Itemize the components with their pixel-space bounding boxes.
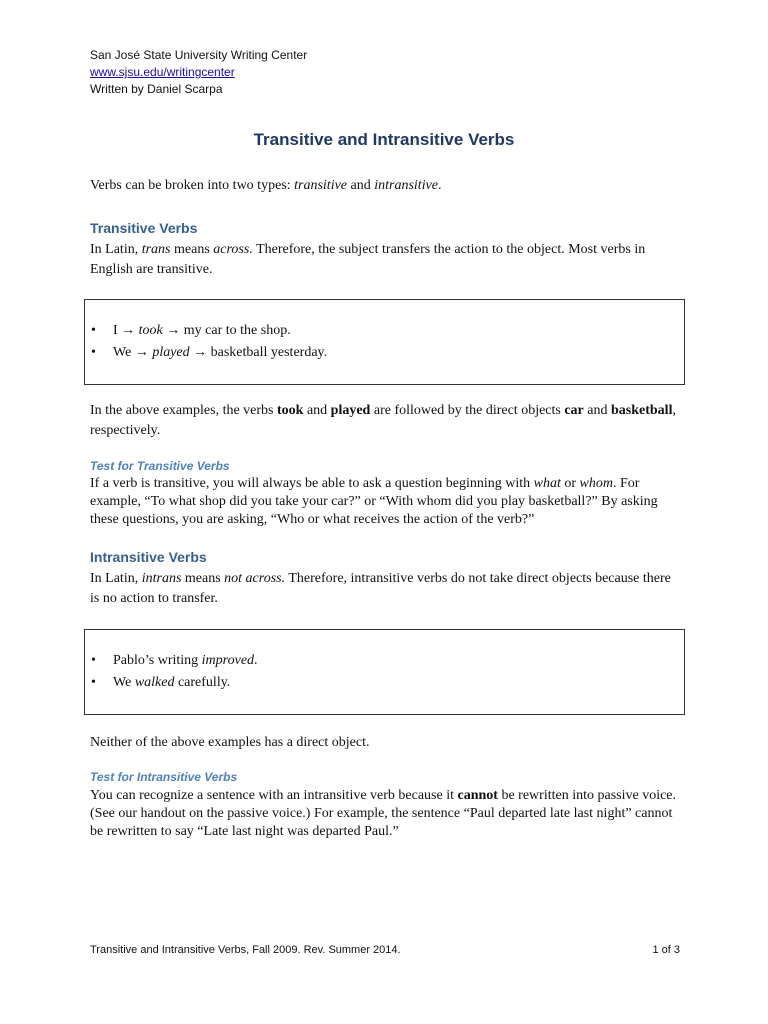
intransitive-test-paragraph: You can recognize a sentence with an intransitive verb because it cannot be rewritten into passive voice. (See our handout on the passive voice.) For example, the sentence “Paul departed late last night” cannot be rewritten to say “Late last night was departed Paul.” bbox=[90, 788, 677, 839]
writing-center-link[interactable]: www.sjsu.edu/writingcenter bbox=[90, 65, 235, 79]
page-title: Transitive and Intransitive Verbs bbox=[253, 130, 515, 149]
intransitive-examples-box bbox=[84, 629, 685, 715]
transitive-definition: In Latin, trans means across. Therefore, the subject transfers the action to the object. Most verbs in English are transitive. bbox=[90, 242, 646, 277]
example-item: • We → played → basketball yesterday. bbox=[91, 342, 327, 364]
author-line: Written by Daniel Scarpa bbox=[90, 82, 223, 96]
transitive-examples-box bbox=[84, 299, 685, 385]
transitive-test-heading: Test for Transitive Verbs bbox=[90, 459, 230, 473]
example-item: • I → took → my car to the shop. bbox=[91, 320, 327, 342]
footer-title: Transitive and Intransitive Verbs, Fall 2009. Rev. Summer 2014. bbox=[90, 944, 401, 956]
intransitive-explanation: Neither of the above examples has a direct object. bbox=[90, 735, 370, 750]
transitive-heading: Transitive Verbs bbox=[90, 220, 198, 236]
transitive-test-paragraph: If a verb is transitive, you will always be able to ask a question beginning with what or whom. For example, “To what shop did you take your car?” or “With whom did you play basketball?” By asking these questions, you are asking, “Who or what receives the action of the verb?” bbox=[90, 476, 658, 527]
page-number: 1 of 3 bbox=[652, 944, 680, 956]
intro-paragraph: Verbs can be broken into two types: transitive and intransitive. bbox=[90, 178, 442, 193]
intransitive-heading: Intransitive Verbs bbox=[90, 549, 207, 565]
intransitive-definition: In Latin, intrans means not across. Therefore, intransitive verbs do not take direct objects because there is no action to transfer. bbox=[90, 571, 671, 606]
page-footer bbox=[90, 944, 680, 956]
transitive-explanation: In the above examples, the verbs took and played are followed by the direct objects car and basketball, respectively. bbox=[90, 403, 676, 438]
document-header bbox=[90, 47, 307, 98]
example-item: • We walked carefully. bbox=[91, 672, 258, 694]
intransitive-test-heading: Test for Intransitive Verbs bbox=[90, 770, 238, 784]
example-item: • Pablo’s writing improved. bbox=[91, 650, 258, 672]
org-name: San José State University Writing Center bbox=[90, 48, 308, 62]
